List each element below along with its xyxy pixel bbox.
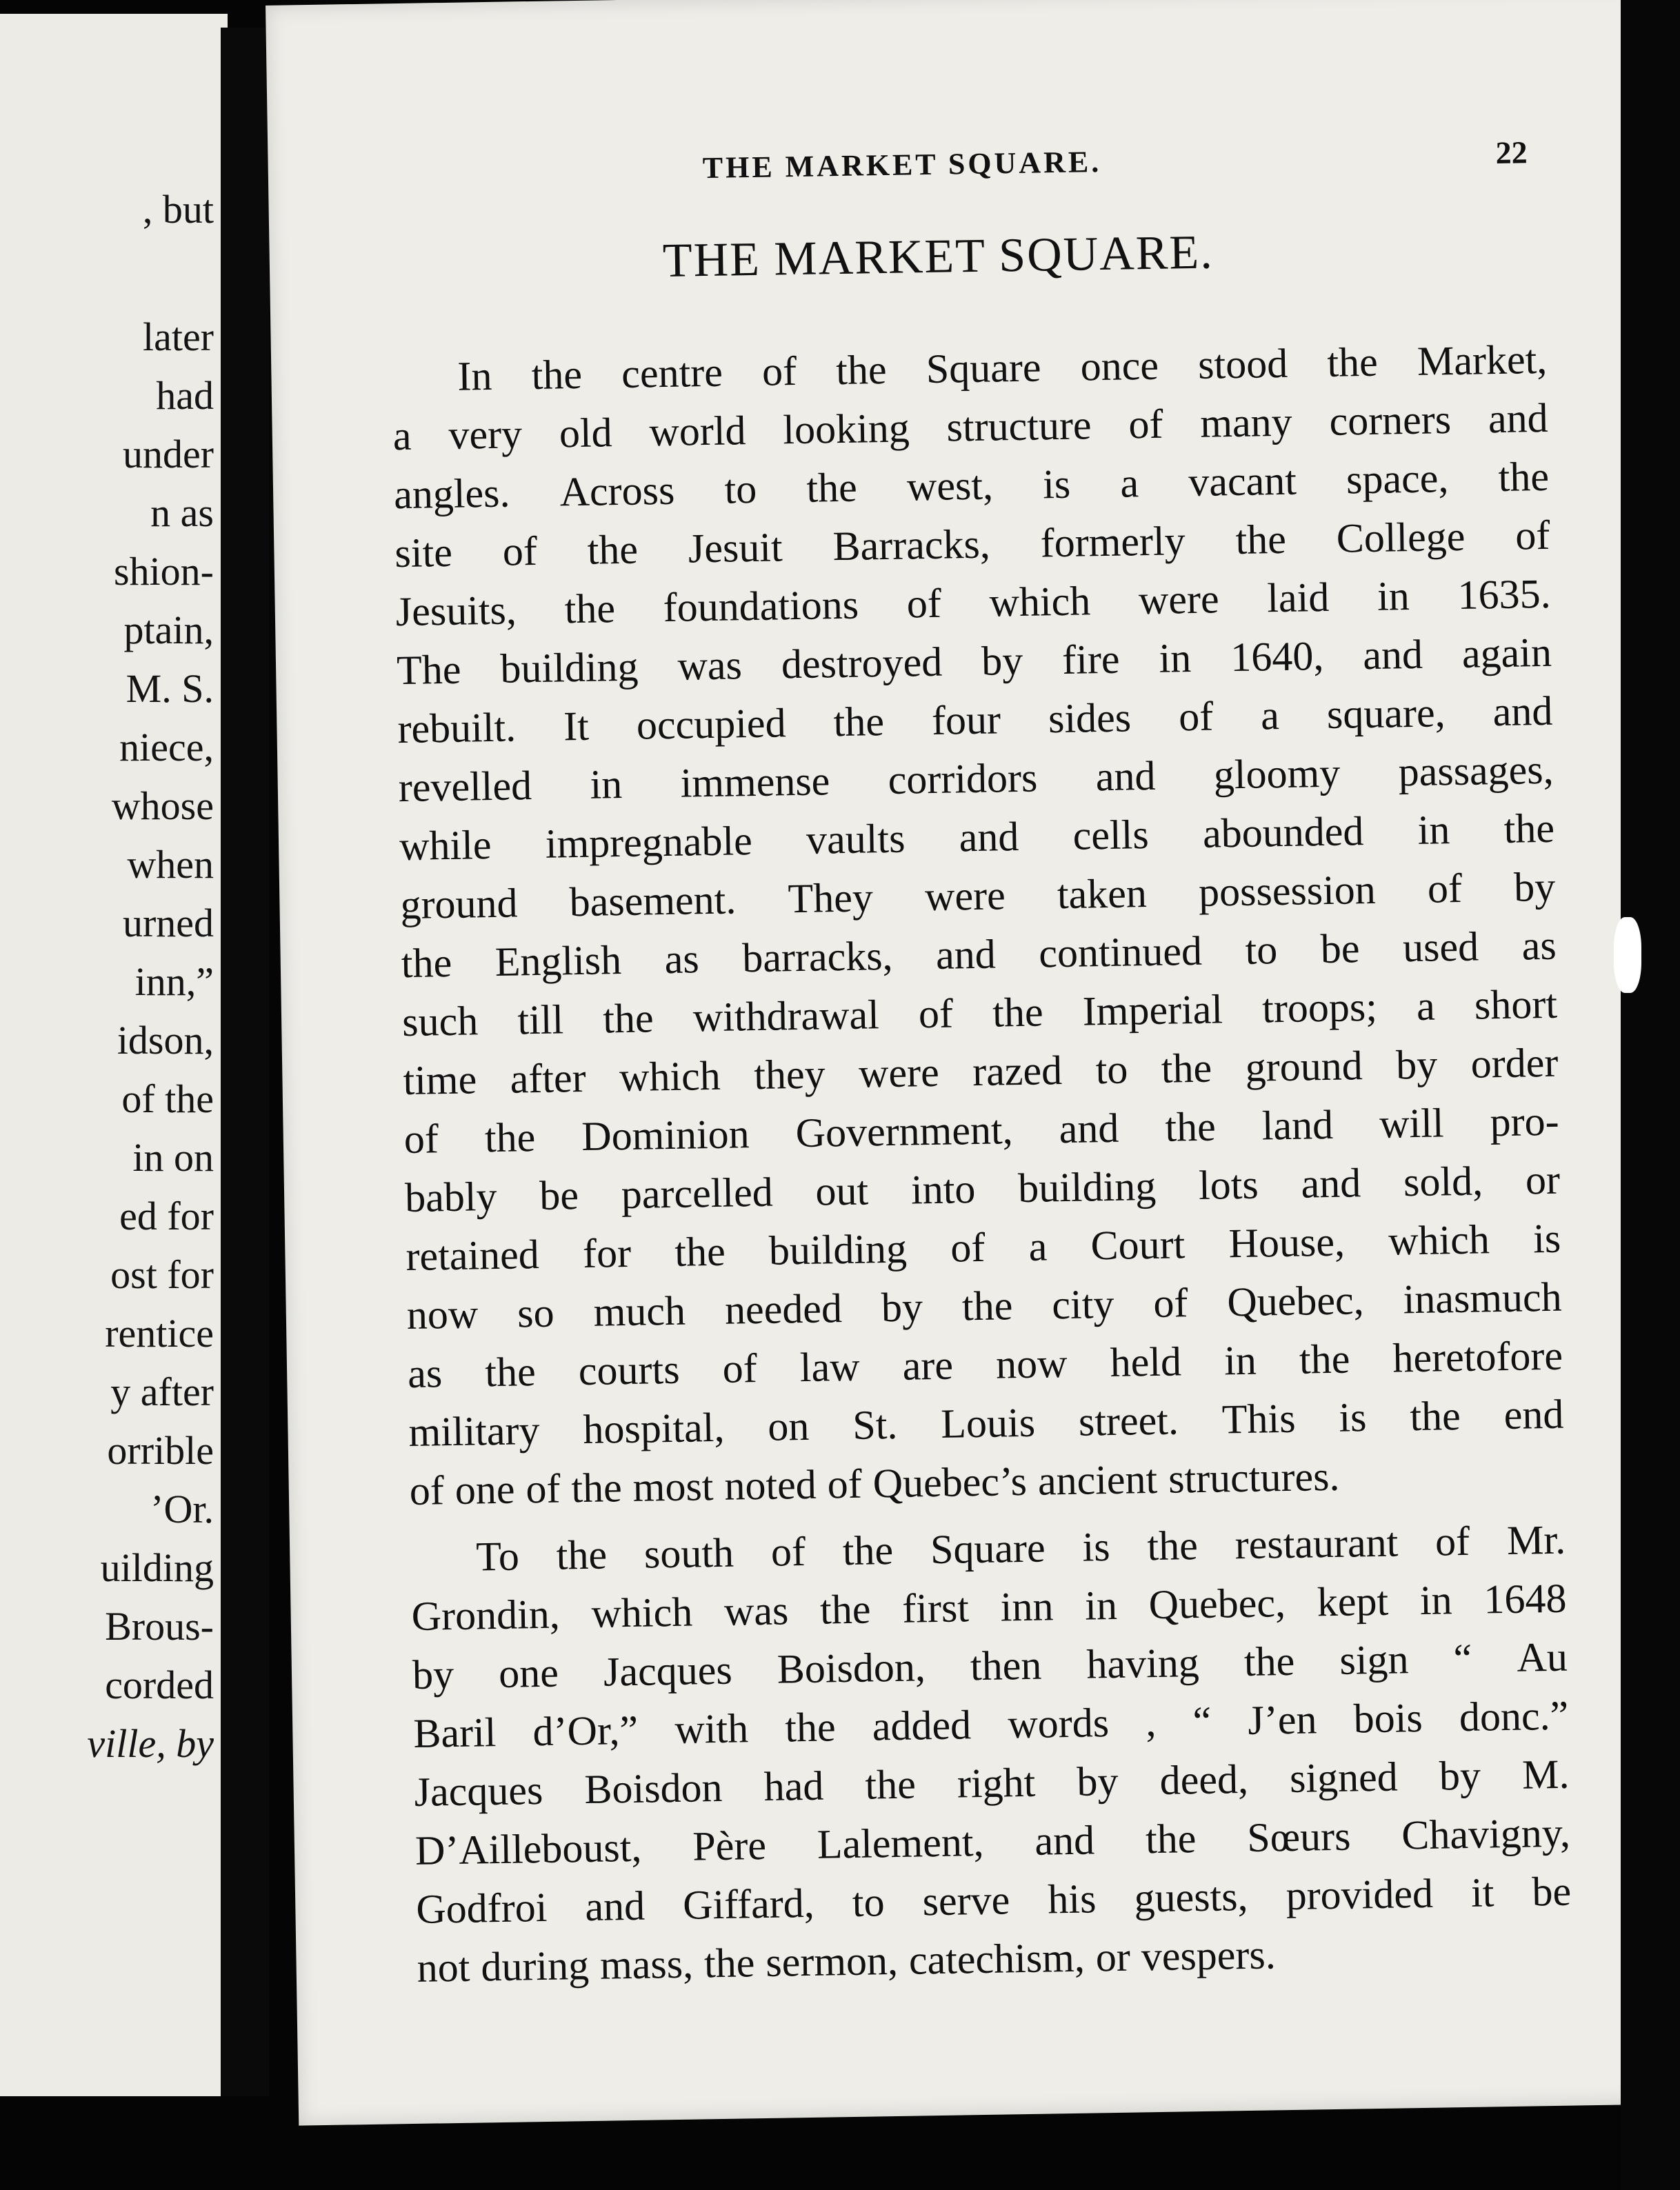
text-line: Baril d’Or,” with the added words , “ J’en bois donc.” bbox=[412, 1692, 1569, 1756]
page-number: 22 bbox=[1495, 134, 1528, 171]
left-page-line: ost for bbox=[110, 1252, 214, 1297]
text-line: of one of the most noted of Quebec’s ancient structures. bbox=[409, 1453, 1340, 1514]
paragraph bbox=[410, 1511, 1572, 1998]
left-page-line: ptain, bbox=[123, 607, 214, 652]
text-line: ground basement. They were taken possession of by bbox=[399, 863, 1556, 928]
left-facing-page bbox=[0, 14, 228, 2096]
left-page-line: rentice bbox=[105, 1311, 214, 1356]
text-line: angles. Across to the west, is a vacant space, the bbox=[393, 453, 1550, 518]
text-line: Jacques Boisdon had the right by deed, signed by M. bbox=[414, 1751, 1570, 1815]
left-page-line: ed for bbox=[119, 1194, 214, 1238]
text-line: revelled in immense corridors and gloomy passages, bbox=[398, 746, 1554, 811]
paper-speck bbox=[1614, 917, 1641, 993]
left-page-line: corded bbox=[105, 1662, 214, 1707]
left-page-line: ville, by bbox=[87, 1721, 214, 1766]
left-page-line: y after bbox=[110, 1369, 214, 1414]
body-text bbox=[392, 330, 1572, 1998]
page-gutter bbox=[221, 28, 269, 2096]
text-line: D’Ailleboust, Père Lalement, and the Sœurs Chavigny, bbox=[414, 1809, 1571, 1873]
text-line: To the south of the Square is the restaurant of Mr. bbox=[475, 1516, 1566, 1580]
left-page-line: niece, bbox=[119, 725, 214, 770]
text-line: bably be parcelled out into building lots and sold, or bbox=[404, 1156, 1561, 1221]
text-line: the English as barracks, and continued to be used as bbox=[401, 922, 1557, 987]
left-page-line: ’Or. bbox=[150, 1487, 214, 1531]
text-line: by one Jacques Boisdon, then having the sign “ Au bbox=[412, 1634, 1568, 1698]
left-page-line: later bbox=[142, 314, 214, 359]
left-page-line: shion- bbox=[114, 549, 214, 594]
paragraph bbox=[392, 330, 1565, 1520]
text-line: site of the Jesuit Barracks, formerly the College of bbox=[394, 512, 1550, 576]
left-page-line: n as bbox=[150, 490, 214, 535]
text-line: of the Dominion Government, and the land will pro- bbox=[403, 1098, 1560, 1163]
left-page-line: uilding bbox=[100, 1545, 214, 1590]
left-page-line: whose bbox=[111, 783, 214, 828]
left-page-line: of the bbox=[121, 1076, 214, 1121]
running-head: THE MARKET SQUARE. bbox=[702, 144, 1102, 185]
left-page-line: , but bbox=[142, 187, 214, 232]
chapter-title: THE MARKET SQUARE. bbox=[662, 225, 1214, 288]
text-line: rebuilt. It occupied the four sides of a square, and bbox=[397, 687, 1553, 752]
left-page-line: inn,” bbox=[134, 959, 214, 1004]
text-line: Jesuits, the foundations of which were laid in 1635. bbox=[395, 570, 1552, 635]
text-line: retained for the building of a Court House, which is bbox=[406, 1215, 1561, 1280]
text-line: while impregnable vaults and cells abounded in the bbox=[399, 805, 1555, 870]
text-line: The building was destroyed by fire in 1640, and again bbox=[396, 629, 1552, 694]
text-line: not during mass, the sermon, catechism, or vespers. bbox=[417, 1931, 1277, 1991]
left-page-line: idson, bbox=[117, 1018, 214, 1063]
text-line: In the centre of the Square once stood the Market, bbox=[457, 336, 1548, 399]
left-page-line: had bbox=[156, 373, 214, 418]
left-page-line: M. S. bbox=[126, 666, 214, 711]
text-line: a very old world looking structure of many corners and bbox=[392, 394, 1549, 459]
left-page-line: orrible bbox=[107, 1428, 214, 1473]
text-line: Godfroi and Giffard, to serve his guests, provided it be bbox=[415, 1868, 1572, 1932]
left-page-line: when bbox=[127, 842, 214, 887]
text-line: now so much needed by the city of Quebec, inasmuch bbox=[406, 1274, 1563, 1338]
left-page-line: under bbox=[122, 432, 214, 476]
text-line: such till the withdrawal of the Imperial troops; a short bbox=[401, 981, 1558, 1045]
text-line: military hospital, on St. Louis street. This is the end bbox=[408, 1391, 1564, 1455]
text-line: time after which they were razed to the ground by order bbox=[402, 1039, 1559, 1104]
left-page-line: in on bbox=[132, 1135, 214, 1180]
page-edge-shadow bbox=[1621, 0, 1680, 2190]
right-page bbox=[266, 0, 1674, 2126]
text-line: Grondin, which was the first inn in Quebec, kept in 1648 bbox=[411, 1575, 1567, 1639]
left-page-line: urned bbox=[122, 901, 214, 945]
text-line: as the courts of law are now held in the heretofore bbox=[407, 1332, 1563, 1397]
left-page-line: Brous- bbox=[105, 1604, 214, 1649]
